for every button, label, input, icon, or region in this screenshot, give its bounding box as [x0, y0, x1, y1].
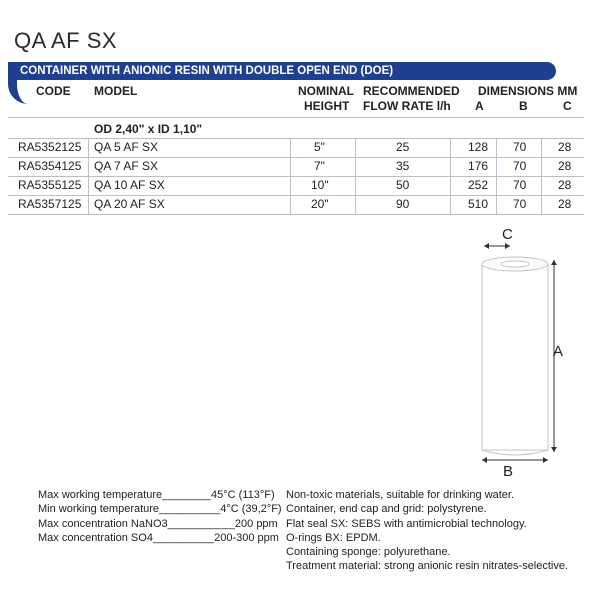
cell-dim-c: 28 — [558, 197, 572, 211]
cell-model: QA 7 AF SX — [94, 159, 159, 173]
cell-dim-a: 128 — [468, 140, 489, 154]
dimension-b-label: B — [503, 463, 514, 480]
cell-flow: 90 — [396, 197, 410, 211]
header-dim-a: A — [475, 99, 484, 113]
column-separator — [541, 138, 542, 214]
cell-dim-a: 510 — [468, 197, 489, 211]
header-model: MODEL — [94, 84, 138, 98]
diameter-subtitle: OD 2,40" x ID 1,10" — [94, 122, 203, 136]
cartridge-inner-hole — [501, 261, 529, 267]
header-dim-c: C — [563, 99, 572, 113]
row-divider — [8, 214, 584, 215]
cell-dim-c: 28 — [558, 140, 572, 154]
note-line: O-rings BX: EPDM. — [286, 531, 381, 544]
header-height: HEIGHT — [304, 99, 350, 113]
cell-flow: 35 — [396, 159, 410, 173]
spec-max-temp: Max working temperature________45°C (113°F) — [38, 489, 275, 501]
note-line: Flat seal SX: SEBS with antimicrobial technology. — [286, 517, 527, 530]
cell-dim-b: 70 — [513, 159, 527, 173]
materials-notes — [286, 488, 568, 574]
dimension-a-arrow-top — [551, 260, 557, 265]
cell-dim-b: 70 — [513, 178, 527, 192]
cell-height: 5" — [314, 140, 325, 154]
dimension-b-arrow-right — [543, 457, 548, 463]
cartridge-bottom-edge — [482, 450, 548, 455]
dimension-c-label: C — [502, 226, 513, 243]
note-line: Non-toxic materials, suitable for drinking water. — [286, 489, 515, 501]
header-dim-b: B — [519, 99, 528, 113]
section-banner: CONTAINER WITH ANIONIC RESIN WITH DOUBLE OPEN END (DOE) — [8, 62, 556, 80]
header-code: CODE — [36, 84, 71, 98]
header-nominal: NOMINAL — [298, 84, 354, 98]
header-flow-rate: FLOW RATE l/h — [363, 99, 451, 113]
column-separator — [88, 138, 89, 214]
table-row — [8, 138, 584, 157]
note-line: Treatment material: strong anionic resin nitrates-selective. — [286, 560, 569, 573]
spec-min-temp: Min working temperature__________4°C (39,2°F) — [38, 503, 282, 516]
cell-height: 7" — [314, 159, 325, 173]
cell-height: 20" — [311, 197, 329, 211]
cell-flow: 25 — [396, 140, 410, 154]
cell-dim-a: 252 — [468, 178, 489, 192]
header-dimensions: DIMENSIONS MM — [478, 84, 578, 98]
table-row — [8, 176, 584, 195]
cell-dim-b: 70 — [513, 140, 527, 154]
column-separator — [355, 138, 356, 214]
cartridge-drawing — [470, 226, 590, 486]
banner-corner-decoration — [8, 78, 34, 104]
dimension-c-arrow-left — [484, 243, 489, 249]
spec-nano3: Max concentration NaNO3___________200 ppm — [38, 517, 278, 530]
cell-flow: 50 — [396, 178, 410, 192]
page-title: QA AF SX — [14, 28, 118, 53]
table-row — [8, 157, 584, 176]
cell-model: QA 20 AF SX — [94, 197, 165, 211]
cell-code: RA5354125 — [18, 159, 82, 173]
dimension-c-arrow-right — [505, 243, 510, 249]
header-recommended: RECOMMENDED — [363, 84, 460, 98]
column-separator — [496, 138, 497, 214]
cell-code: RA5352125 — [18, 140, 82, 154]
cartridge-body — [482, 264, 548, 450]
dimension-a-label: A — [553, 343, 564, 360]
cell-model: QA 10 AF SX — [94, 178, 165, 192]
spec-list — [38, 488, 282, 545]
cell-dim-b: 70 — [513, 197, 527, 211]
cell-dim-c: 28 — [558, 159, 572, 173]
cell-height: 10" — [311, 178, 329, 192]
cell-model: QA 5 AF SX — [94, 140, 159, 154]
spec-so4: Max concentration SO4__________200-300 ppm — [38, 531, 279, 544]
cell-code: RA5355125 — [18, 178, 82, 192]
cell-code: RA5357125 — [18, 197, 82, 211]
header-divider — [8, 117, 584, 118]
column-separator — [450, 138, 451, 214]
table-row — [8, 195, 584, 214]
cell-dim-c: 28 — [558, 178, 572, 192]
column-separator — [290, 138, 291, 214]
note-line: Containing sponge: polyurethane. — [286, 546, 451, 559]
dimension-b-arrow-left — [482, 457, 487, 463]
dimension-a-arrow-bottom — [551, 447, 557, 452]
cell-dim-a: 176 — [468, 159, 489, 173]
note-line: Container, end cap and grid: polystyrene. — [286, 503, 487, 516]
